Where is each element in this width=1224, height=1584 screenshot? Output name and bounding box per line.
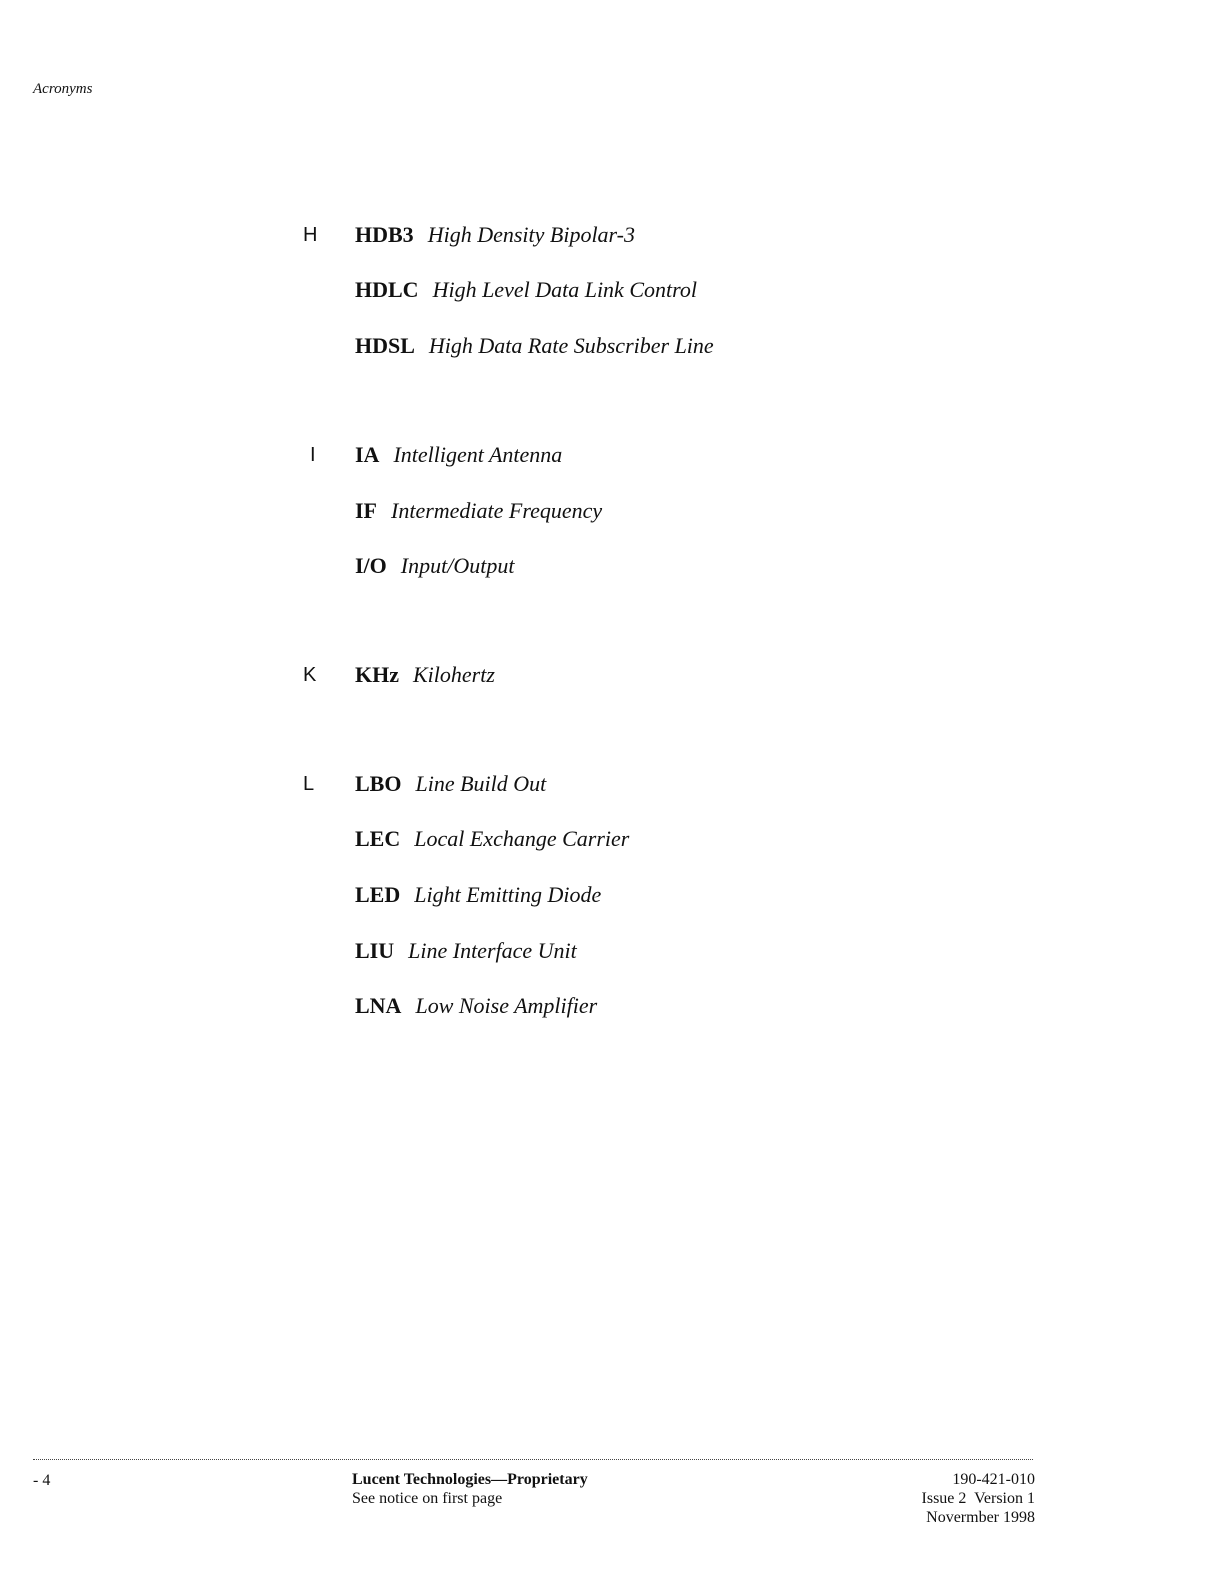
document-number: 190-421-010	[952, 1471, 1035, 1488]
acronym-expansion: Intelligent Antenna	[393, 442, 563, 467]
acronym-term: I/O	[355, 553, 387, 578]
acronym-entry	[355, 222, 635, 248]
acronym-term: HDSL	[355, 333, 415, 358]
acronym-expansion: Line Interface Unit	[408, 938, 577, 963]
acronym-expansion: Kilohertz	[413, 662, 495, 687]
running-header: Acronyms	[33, 81, 93, 97]
acronym-expansion: Line Build Out	[415, 771, 547, 796]
acronym-entry	[355, 498, 602, 524]
page-number: - 4	[33, 1472, 51, 1489]
acronym-entry	[355, 277, 697, 303]
acronym-expansion: Intermediate Frequency	[391, 498, 603, 523]
acronym-entry	[355, 938, 577, 964]
acronym-expansion: Input/Output	[400, 553, 515, 578]
acronym-entry	[355, 553, 514, 579]
acronym-term: LEC	[355, 826, 401, 851]
section-letter-h: H	[303, 224, 318, 246]
acronym-term: LIU	[355, 938, 395, 963]
footer-document-info	[922, 1470, 1035, 1527]
section-letter-i: I	[310, 444, 316, 466]
acronym-entry	[355, 993, 597, 1019]
footer-notice: See notice on first page	[352, 1490, 503, 1507]
acronym-term: LBO	[355, 771, 402, 796]
acronym-entry	[355, 333, 714, 359]
footer-proprietary-notice	[352, 1470, 588, 1508]
issue-version: Issue 2 Version 1	[921, 1490, 1035, 1507]
section-letter-k: K	[303, 664, 317, 686]
acronym-expansion: Low Noise Amplifier	[415, 993, 598, 1018]
acronym-expansion: High Density Bipolar-3	[427, 222, 636, 247]
acronym-term: IF	[355, 498, 377, 523]
footer-company: Lucent Technologies—Proprietary	[352, 1471, 588, 1488]
acronym-entry	[355, 882, 601, 908]
acronym-term: HDLC	[355, 277, 419, 302]
acronym-expansion: Local Exchange Carrier	[414, 826, 630, 851]
acronym-expansion: High Data Rate Subscriber Line	[428, 333, 714, 358]
acronym-term: LED	[355, 882, 401, 907]
section-letter-l: L	[303, 773, 315, 795]
acronym-term: LNA	[355, 993, 402, 1018]
acronym-entry	[355, 826, 629, 852]
acronym-expansion: High Level Data Link Control	[432, 277, 697, 302]
issue-date: Novermber 1998	[926, 1509, 1035, 1526]
acronym-expansion: Light Emitting Diode	[414, 882, 602, 907]
acronym-entry	[355, 442, 562, 468]
acronym-term: KHz	[355, 662, 399, 687]
footer-divider	[33, 1459, 1033, 1460]
acronym-entry	[355, 771, 546, 797]
acronym-entry	[355, 662, 495, 688]
acronym-term: IA	[355, 442, 380, 467]
acronym-term: HDB3	[355, 222, 414, 247]
